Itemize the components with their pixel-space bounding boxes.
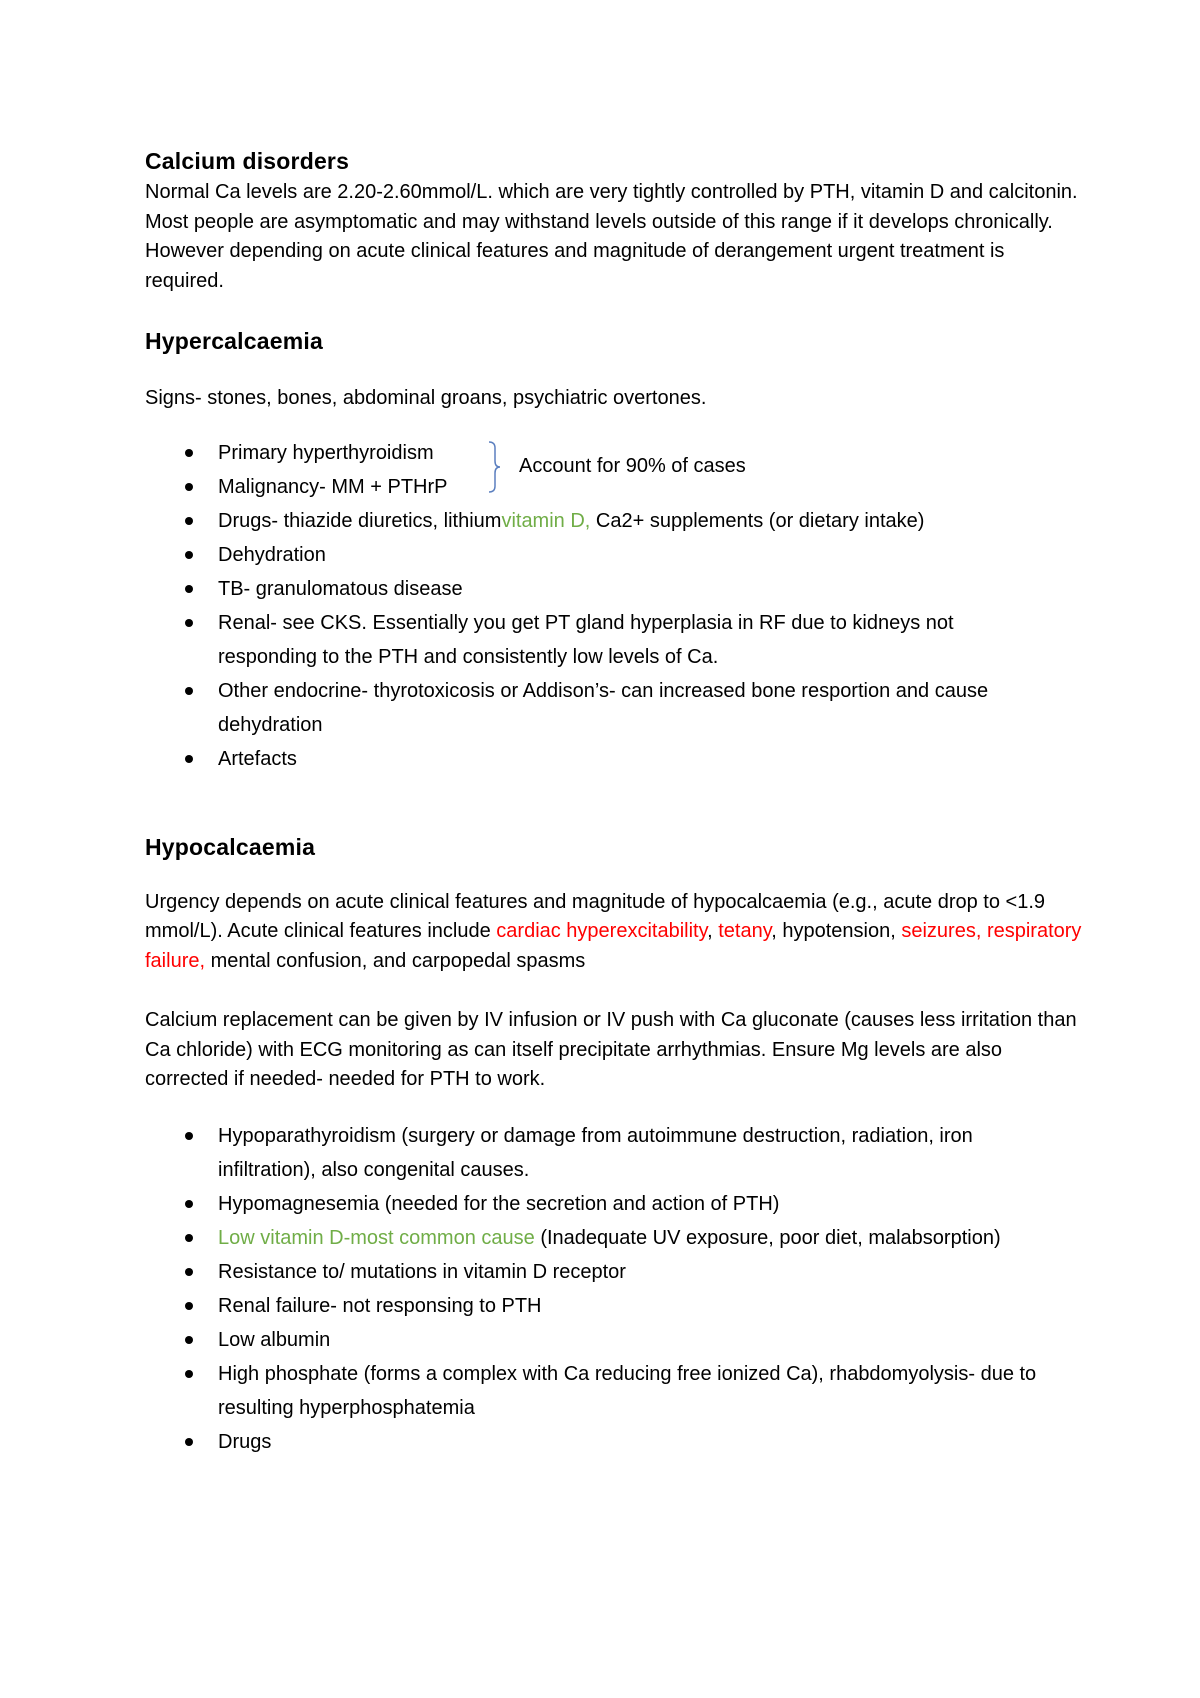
list-item: Hypoparathyroidism (surgery or damage from autoimmune destruction, radiation, iron infiltration), also congenital causes.: [145, 1119, 1065, 1187]
hypocalcaemia-heading: Hypocalcaemia: [145, 833, 316, 860]
list-item: Hypomagnesemia (needed for the secretion and action of PTH): [145, 1187, 1065, 1221]
list-item: Dehydration: [145, 538, 1085, 572]
hypercalcaemia-heading: Hypercalcaemia: [145, 328, 323, 354]
red-text: tetany: [718, 920, 772, 942]
red-text: cardiac hyperexcitability: [496, 920, 708, 942]
list-item: Resistance to/ mutations in vitamin D receptor: [145, 1255, 1065, 1289]
intro-paragraph: Normal Ca levels are 2.20-2.60mmol/L. which are very tightly controlled by PTH, vitamin D and calcitonin. Most people are asymptomatic and may withstand levels outside of this range if it develops chronically. However depending on acute clinical features and magnitude of derangement urgent treatment is required.: [145, 181, 1078, 292]
list-item: Renal- see CKS. Essentially you get PT gland hyperplasia in RF due to kidneys not responding to the PTH and consistently low levels of Ca.: [145, 606, 1058, 674]
green-text: Low vitamin D-most common cause: [218, 1226, 535, 1249]
list-item: Renal failure- not responsing to PTH: [145, 1289, 1065, 1323]
document-body: [145, 146, 1085, 1459]
hyper-list-block: [145, 436, 1085, 776]
list-item: Low vitamin D-most common cause (Inadequate UV exposure, poor diet, malabsorption): [145, 1221, 1065, 1255]
hyper-signs: Signs- stones, bones, abdominal groans, psychiatric overtones.: [145, 387, 707, 409]
hyper-causes-list: [145, 436, 1085, 776]
list-item: Drugs: [145, 1425, 1065, 1459]
hypo-replacement-paragraph: Calcium replacement can be given by IV infusion or IV push with Ca gluconate (causes less irritation than Ca chloride) with ECG monitoring as can itself precipitate arrhythmias. Ensure Mg levels are also corrected if needed- needed for PTH to work.: [145, 1009, 1077, 1090]
list-item: Artefacts: [145, 742, 1085, 776]
hypo-urgency-paragraph: Urgency depends on acute clinical features and magnitude of hypocalcaemia (e.g., acute drop to <1.9 mmol/L). Acute clinical features include cardiac hyperexcitability, tetany, hypotension, seizures, respiratory failure, mental confusion, and carpopedal spasms: [145, 890, 1082, 972]
list-item: Other endocrine- thyrotoxicosis or Addison’s- can increased bone resportion and cause dehydration: [145, 674, 1058, 742]
page-title: Calcium disorders: [145, 148, 350, 174]
red-text: seizures, respiratory failure,: [145, 920, 1082, 972]
list-item: Drugs- thiazide diuretics, lithiumvitamin D, Ca2+ supplements (or dietary intake): [145, 504, 1085, 538]
list-item: Primary hyperthyroidism: [145, 436, 1085, 470]
hypo-causes-list: [145, 1119, 1065, 1459]
list-item: High phosphate (forms a complex with Ca reducing free ionized Ca), rhabdomyolysis- due to resulting hyperphosphatemia: [145, 1357, 1065, 1425]
list-item: Low albumin: [145, 1323, 1065, 1357]
green-text: vitamin D,: [501, 509, 591, 532]
list-item: TB- granulomatous disease: [145, 572, 1085, 606]
brace-note-text: Account for 90% of cases: [519, 455, 746, 477]
list-item: Malignancy- MM + PTHrP: [145, 470, 1085, 504]
